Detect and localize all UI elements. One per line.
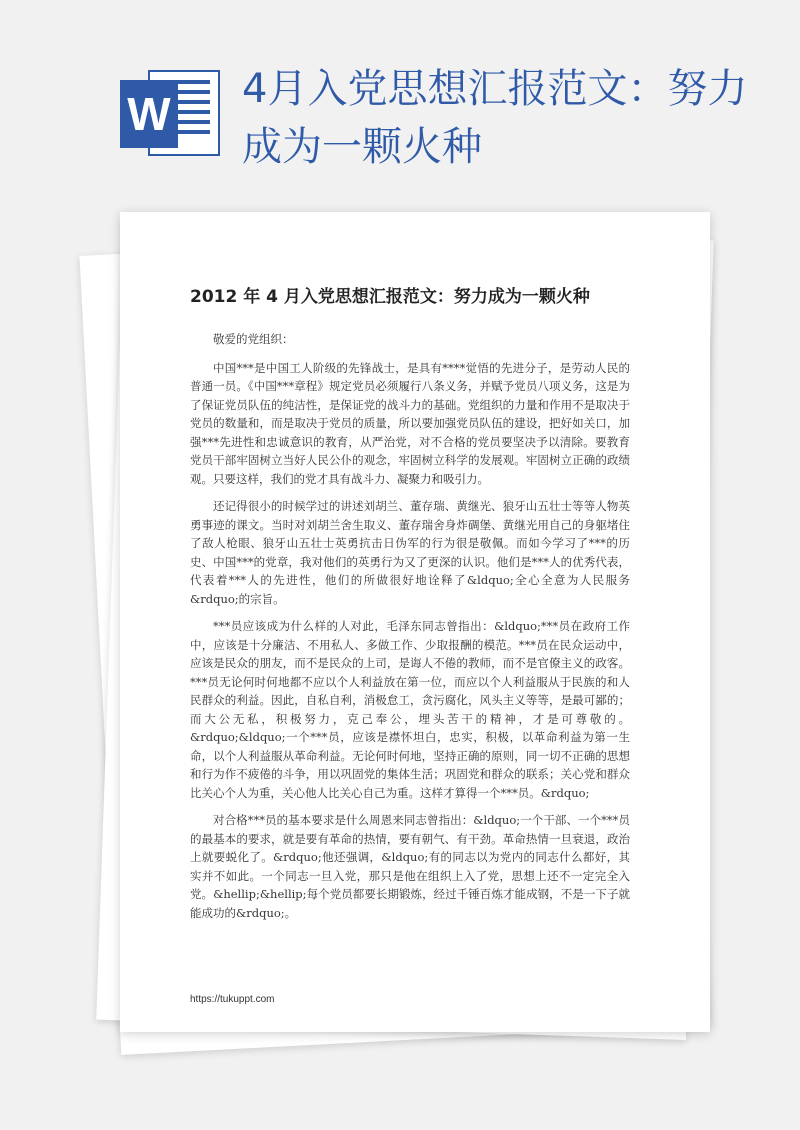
document-page	[120, 212, 710, 1032]
document-body	[190, 330, 630, 931]
body-paragraph: 对合格***员的基本要求是什么周恩来同志曾指出：&ldquo;一个干部、一个***员的最基本的要求，就是要有革命的热情，要有朝气、有干劲。革命热情一旦衰退，政治上就要蜕化了。&rdquo;他还强调，&ldquo;有的同志以为党内的同志什么都好，其实并不如此。一个同志一旦入党，那只是他在组织上入了党，思想上还不一定完全入党。&hellip;&hellip;每个党员都要长期锻炼，经过千锤百炼才能成钢，不是一下子就能成功的&rdquo;。	[190, 813, 630, 920]
word-letter-badge: W	[120, 80, 178, 148]
body-paragraph: 还记得很小的时候学过的讲述刘胡兰、董存瑞、黄继光、狼牙山五壮士等等人物英勇事迹的课文。当时对刘胡兰舍生取义、董存瑞舍身炸碉堡、黄继光用自己的身躯堵住了敌人枪眼、狼牙山五壮士英勇抗击日伪军的行为很是敬佩。而如今学习了***的历史、中国***的党章，我对他们的英勇行为又了更深的认识。他们是***人的优秀代表，代表着***人的先进性，他们的所做很好地诠释了&ldquo;全心全意为人民服务&rdquo;的宗旨。	[190, 499, 630, 606]
document-title: 2012 年 4 月入党思想汇报范文：努力成为一颗火种	[190, 287, 590, 307]
salutation: 敬爱的党组织：	[213, 332, 294, 346]
word-document-icon	[120, 70, 220, 156]
body-paragraph: 中国***是中国工人阶级的先锋战士，是具有****觉悟的先进分子，是劳动人民的普通一员。《中国***章程》规定党员必须履行八条义务，并赋予党员八项义务，这是为了保证党员队伍的纯洁性，是保证党的战斗力的基础。党组织的力量和作用不是取决于党员的数量和，而是取决于党员的质量，所以要加强党员队伍的建设，把好如关口，加强***先进性和忠诚意识的教育，从严治党，对不合格的党员要坚决予以清除。要教育党员干部牢固树立当好人民公仆的观念，牢固树立科学的发展观。牢固树立正确的政绩观。只要这样，我们的党才具有战斗力、凝聚力和吸引力。	[190, 360, 630, 486]
page-title: 4月入党思想汇报范文：努力成为一颗火种	[242, 66, 748, 170]
body-paragraph: ***员应该成为什么样的人对此，毛泽东同志曾指出：&ldquo;***员在政府工作中，应该是十分廉洁、不用私人、多做工作、少取报酬的模范。***员在民众运动中，应该是民众的朋友，而不是民众的上司，是诲人不倦的教师，而不是官僚主义的政客。***员无论何时何地都不应以个人利益放在第一位，而应以个人利益服从于民族的和人民群众的利益。因此，自私自利，消极怠工，贪污腐化，风头主义等等，是最可鄙的；而大公无私，积极努力，克己奉公，埋头苦干的精神，才是可尊敬的。&rdquo;&ldquo;一个***员，应该是襟怀坦白，忠实，积极，以革命利益为第一生命，以个人利益服从革命利益。无论何时何地，坚持正确的原则，同一切不正确的思想和行为作不疲倦的斗争，用以巩固党的集体生活；巩固党和群众的联系；关心党和群众比关心个人为重，关心他人比关心自己为重。这样才算得一个***员。&rdquo;	[190, 619, 630, 800]
source-url: https://tukuppt.com	[190, 994, 275, 1005]
